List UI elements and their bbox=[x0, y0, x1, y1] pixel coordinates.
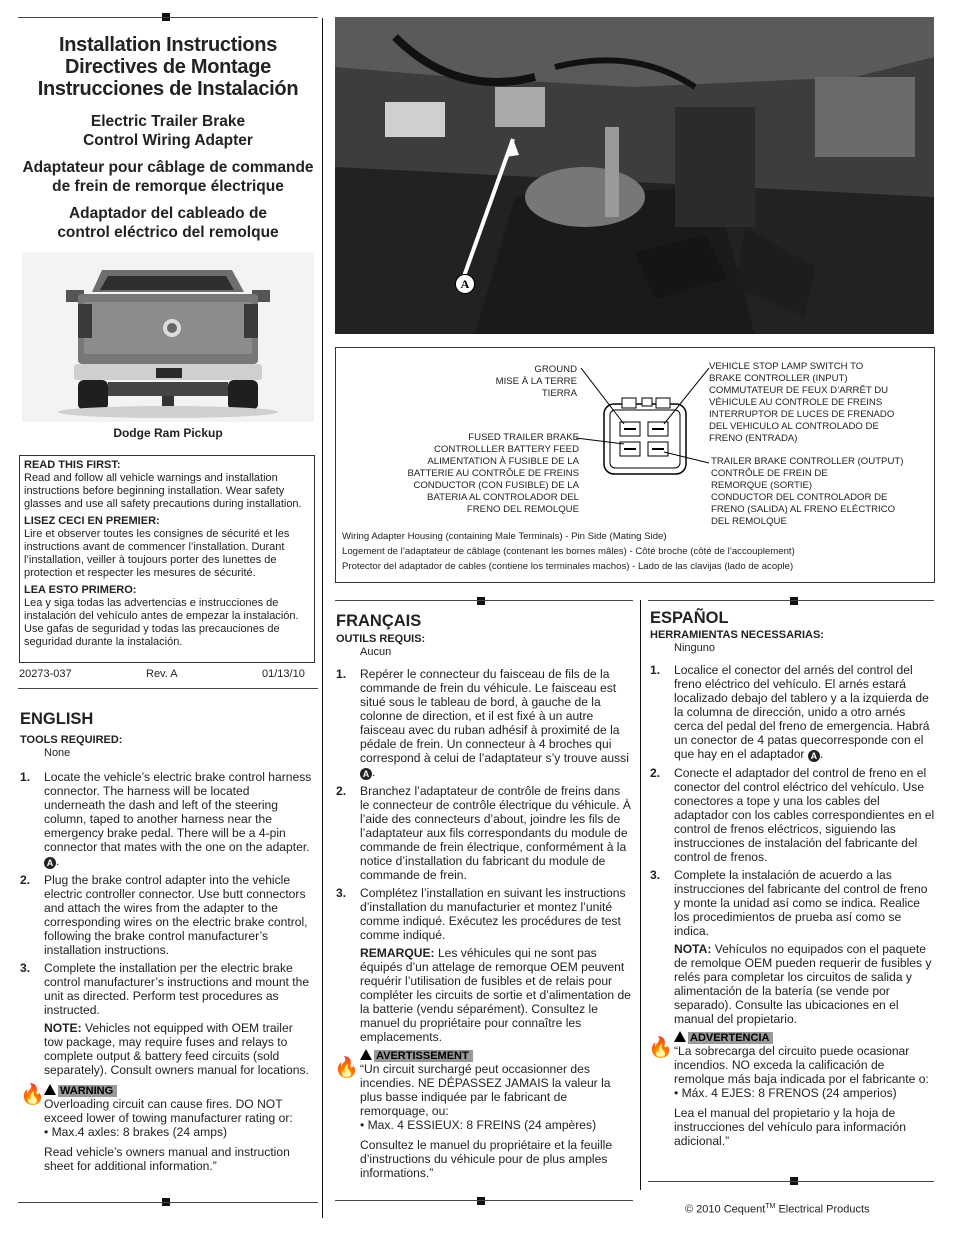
callout-a-icon: A bbox=[808, 750, 820, 762]
french-note: REMARQUE: Les véhicules qui ne sont pas équipés d’un attelage de remorque OEM peuvent requérir l’utilisation de fusibles et de relais pour compléter les circuits de sortie et d’alimentation de la batterie (vendu séparément). Consultez le manuel du propriétaire pour connaître les emplacements. bbox=[360, 946, 631, 1044]
warning-icon bbox=[360, 1049, 372, 1060]
list-item: 2. Conecte el adaptador del control de freno en el conector del control eléctrico del vehículo. Use conectores a tope y una los cables del adaptador con los cables correspondientes en el control de frenos eléctricos, siguiendo las instrucciones de instalación del fabricante del control de frenos. bbox=[650, 766, 935, 864]
divider bbox=[18, 17, 318, 18]
tools-value: Aucun bbox=[360, 646, 392, 658]
callout-a-label: A bbox=[455, 274, 475, 294]
doc-revision: Rev. A bbox=[146, 668, 178, 680]
list-item: 3. Complete the installation per the electric brake control manufacturer’s instructions and mount the unit as directed. Perform test procedures as instructed. bbox=[20, 961, 310, 1017]
french-warning: 🔥 AVERTISSEMENT “Un circuit surchargé peut occasionner des incendies. NE DÉPASSEZ JAMAIS la valeur la plus basse indiquée par le fabricant de remorquage, ou: • Max. 4 ESSIEUX: 8 FREINS (24 ampères) Consultez le manuel du propriétaire et la feuille d’instructions du véhicule pour de plus amples informations.” bbox=[334, 1050, 613, 1180]
flame-icon: 🔥 bbox=[20, 1084, 45, 1106]
french-section bbox=[336, 614, 632, 1180]
output-label: TRAILER BRAKE CONTROLLER (OUTPUT) CONTRÔLE DE FREIN DE REMORQUE (SORTIE) CONDUCTOR DEL CONTROLADOR DE FRENO (SALIDA) AL FRENO ELÉCTRICO DEL REMOLQUE bbox=[711, 456, 904, 527]
product-es-1: Adaptador del cableado de bbox=[68, 205, 268, 222]
truck-photo bbox=[22, 252, 314, 422]
tools-value: None bbox=[44, 747, 71, 759]
list-item: 2. Plug the brake control adapter into the vehicle electric controller connector. Use butt connectors and attach the wires from the adapter to the corresponding wires on the electric brake control, following the brake control manufacturer’s installation instructions. bbox=[20, 873, 308, 957]
vehicle-caption: Dodge Ram Pickup bbox=[113, 426, 223, 440]
doc-date: 01/13/10 bbox=[262, 668, 305, 680]
safety-es-heading: LEA ESTO PRIMERO: bbox=[24, 584, 137, 596]
flame-icon: 🔥 bbox=[334, 1057, 359, 1079]
title-fr: Directives de Montage bbox=[65, 56, 271, 78]
spanish-warning: 🔥 ADVERTENCIA “La sobrecarga del circuito puede ocasionar incendios. NO exceda la calificación de remolque más baja indicada por el fabricante o: • Máx. 4 EJES: 8 FRENOS (24 amperios) Lea el manual del propietario y la hoja de instrucciones del vehículo para información adicional.” bbox=[648, 1032, 929, 1148]
safety-fr-text: Lire et observer toutes les consignes de sécurité et les instructions avant de commencer l’installation. Durant l’installation, veiller à toujours porter des lunettes de protection et respecter les mesures de sécurité. bbox=[24, 528, 290, 579]
french-steps bbox=[336, 667, 632, 942]
list-item: 1. Locate the vehicle’s electric brake control harness connector. The harness will be located underneath the dash and left of the steering column, taped to another harness near the emergency brake pedal. There will be a 4-pin connector that mates with the one on the adapter. A . bbox=[20, 770, 312, 868]
divider bbox=[335, 1200, 633, 1201]
tools-label: OUTILS REQUIS: bbox=[336, 633, 426, 645]
tools-label: TOOLS REQUIRED: bbox=[20, 734, 123, 746]
registration-mark bbox=[477, 1197, 485, 1205]
tools-label: HERRAMIENTAS NECESSARIAS: bbox=[650, 629, 824, 641]
french-heading: FRANÇAIS bbox=[336, 612, 422, 630]
english-section bbox=[20, 712, 312, 1173]
callout-a-icon: A bbox=[44, 857, 56, 869]
registration-mark bbox=[477, 597, 485, 605]
connector-icon bbox=[576, 368, 716, 478]
divider bbox=[18, 688, 318, 689]
list-item: 2. Branchez l’adaptateur de contrôle de freins dans le connecteur de contrôle électrique du véhicule. À l’aide des connecteurs d’about, joindre les fils de l’adaptateur aux fils correspondants du module de commande de frein électrique, conformément à la notice d’installation du fabricant du module de commande de frein. bbox=[336, 784, 631, 882]
safety-en-heading: READ THIS FIRST: bbox=[24, 459, 121, 471]
spanish-section bbox=[650, 611, 935, 1148]
wiring-diagram bbox=[335, 347, 935, 583]
battery-feed-label: FUSED TRAILER BRAKE CONTROLLLER BATTERY FEED ALIMENTATION À FUSIBLE DE LA BATTERIE AU CONTRÔLE DE FREINS CONDUCTOR (CON FUSIBLE) DE LA BATERIA AL CONTROLADOR DEL FRENO DEL REMOLQUE bbox=[407, 432, 579, 515]
doc-number: 20273-037 bbox=[19, 668, 72, 680]
registration-mark bbox=[790, 597, 798, 605]
safety-box bbox=[19, 455, 315, 663]
callout-a-icon: A bbox=[360, 768, 372, 780]
product-en-1: Electric Trailer Brake bbox=[90, 113, 246, 130]
english-steps bbox=[20, 770, 312, 1017]
product-fr-2: de frein de remorque électrique bbox=[52, 178, 284, 195]
column-divider-left bbox=[322, 18, 323, 1218]
spanish-note: NOTA: Vehículos no equipados con el paquete de remolque OEM pueden requerir de fusibles y relés para completar los circuitos de salida y alimentación de la batería (se vende por separado). Consulte las ubicaciones en el manual del propietario. bbox=[674, 942, 932, 1026]
product-es-2: control eléctrico del remolque bbox=[57, 224, 279, 241]
english-note: NOTE: Vehicles not equipped with OEM trailer tow package, may require fuses and relays to complete output & battery feed circuits (sold separately). Consult owners manual for locations. bbox=[44, 1021, 309, 1077]
warning-icon bbox=[44, 1084, 56, 1095]
list-item: 1. Repérer le connecteur du faisceau de fils de la commande de frein du véhicule. Le faisceau est situé sous le tableau de bord, à gauche de la colonne de direction, et il est fixé à un autre faisceau avec du ruban adhésif à proximité de la pédale de frein. Un connecteur à 4 broches qui correspond à celui de l’adaptateur s’y trouve aussi A . bbox=[336, 667, 629, 779]
diagram-caption: Wiring Adapter Housing (containing Male Terminals) - Pin Side (Mating Side) Logement de l’adaptateur de câblage (contenant les bornes mâles) - Côté broche (côté de l’accouplement) Protector del adaptador de cables (contiene los terminales machos) - Lado de las clavijas (lado de acople) bbox=[342, 531, 795, 572]
column-divider-right bbox=[640, 600, 641, 1190]
ground-label: GROUND MISE À LA TERRE TIERRA bbox=[495, 364, 577, 399]
title-block bbox=[18, 34, 318, 242]
english-warning: 🔥 WARNING Overloading circuit can cause fires. DO NOT exceed lower of towing manufacturer rating or: • Max.4 axles: 8 brakes (24 amps) Read vehicle’s owners manual and instruction sheet for additional information.” bbox=[20, 1084, 293, 1173]
english-heading: ENGLISH bbox=[20, 710, 94, 728]
safety-fr-heading: LISEZ CECI EN PREMIER: bbox=[24, 515, 160, 527]
title-es: Instrucciones de Instalación bbox=[37, 78, 299, 100]
safety-en-text: Read and follow all vehicle warnings and installation instructions before beginning installation. Wear safety glasses and use all safety precautions during installation. bbox=[24, 472, 302, 510]
product-fr-1: Adaptateur pour câblage de commande bbox=[22, 159, 314, 176]
tools-value: Ninguno bbox=[674, 642, 715, 654]
divider bbox=[18, 1202, 318, 1203]
title-en: Installation Instructions bbox=[58, 34, 278, 56]
dashboard-photo bbox=[335, 17, 934, 334]
divider bbox=[335, 600, 633, 601]
stop-lamp-label: VEHICLE STOP LAMP SWITCH TO BRAKE CONTROLLER (INPUT) COMMUTATEUR DE FEUX D’ARRÊT DU VÉHICULE AU CONTROLE DE FREINS INTERRUPTOR DE LUCES DE FRENADO DEL VEHICULO AL CONTROLADO DE FRENO (ENTRADA) bbox=[709, 361, 895, 444]
list-item: 3. Complete la instalación de acuerdo a las instrucciones del fabricante del control de freno y monte la unidad así como se indica. Realice los procedimientos de prueba así como se indica. bbox=[650, 868, 928, 938]
spanish-steps bbox=[650, 663, 935, 938]
flame-icon: 🔥 bbox=[648, 1037, 673, 1059]
list-item: 1. Localice el conector del arnés del control del freno eléctrico del vehículo. El arnés estará localizado debajo del tablero y a la izquierda de la columna de dirección, unido a otro arnés cerca del pedal del freno de emergencia. Habrá un conector de 4 patas quecorresponde con el que hay en el adaptador A . bbox=[650, 663, 930, 761]
divider bbox=[648, 600, 934, 601]
divider bbox=[648, 1181, 934, 1182]
list-item: 3. Complétez l’installation en suivant les instructions d’installation du manufacturier et montez l’unité comme indiqué. Exécutez les procédures de test comme indiqué. bbox=[336, 886, 626, 942]
spanish-heading: ESPAÑOL bbox=[650, 609, 729, 627]
copyright: © 2010 Cequent™ Electrical Products bbox=[685, 1203, 870, 1216]
warning-icon bbox=[674, 1031, 686, 1042]
product-en-2: Control Wiring Adapter bbox=[83, 132, 253, 149]
safety-es-text: Lea y siga todas las advertencias e instrucciones de instalación del vehículo antes de empezar la instalación. Use gafas de seguridad y todas las precauciones de seguridad durante la instalación. bbox=[24, 597, 299, 648]
safety-text bbox=[24, 459, 312, 649]
